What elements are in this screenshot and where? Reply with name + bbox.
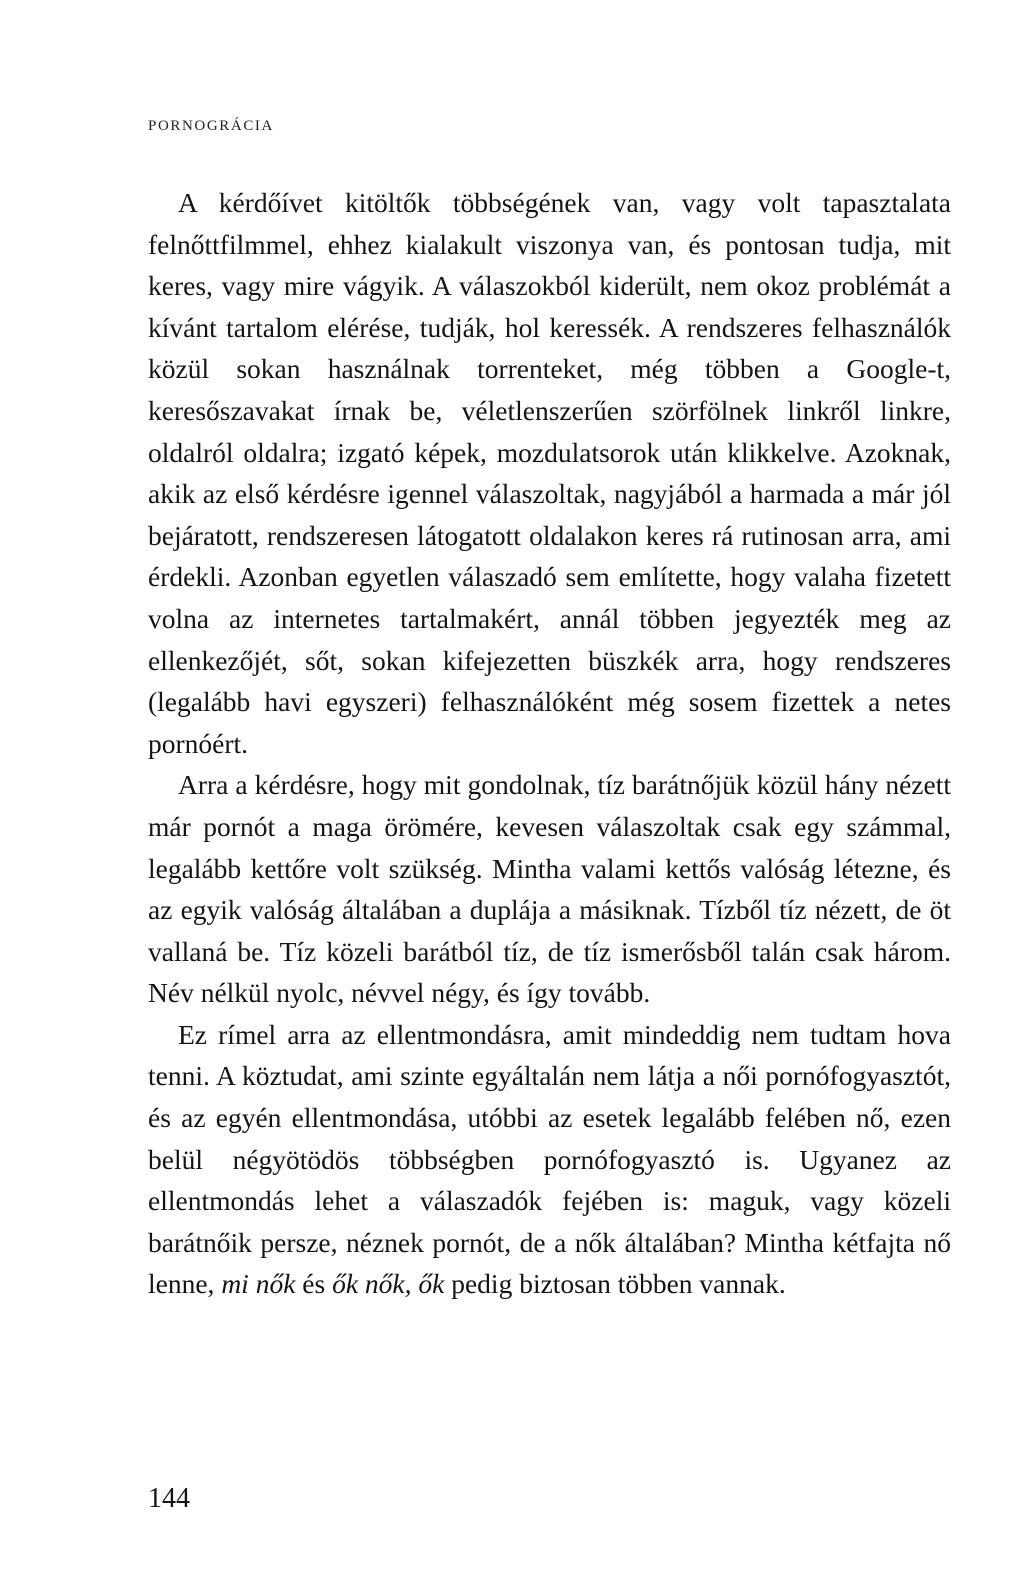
paragraph-1: A kérdőívet kitöltők többségének van, vagy volt tapasztalata felnőttfilmmel, ehhez kialakult viszonya van, és pontosan tudja, mit keres, vagy mire vágyik. A válaszokból kiderült, nem okoz problémát a kívánt tartalom elérése, tudják, hol keressék. A rendszeres felhasználók közül sokan használnak torrenteket, még többen a Google-t, keresőszavakat írnak be, véletlenszerűen szörfölnek linkről linkre, oldalról oldalra; izgató képek, mozdulatsorok után klikkelve. Azoknak, akik az első kérdésre igennel válaszoltak, nagyjából a harmada a már jól bejáratott, rendszeresen látogatott oldalakon keres rá rutinosan arra, ami érdekli. Azonban egyetlen válaszadó sem említette, hogy valaha fizetett volna az internetes tartalmakért, annál többen jegyezték meg az ellenkezőjét, sőt, sokan kifejezetten büszkék arra, hogy rendszeres (legalább havi egyszeri) felhasználóként még sosem fizettek a netes pornóért. [148,187,951,759]
paragraph-3-text-end: pedig biztosan többen vannak. [444,1268,786,1300]
paragraph-3-conjunction: és [295,1268,333,1300]
body-text [148,182,951,1305]
paragraph-3-text-start: Ez rímel arra az ellentmondásra, amit mindeddig nem tudtam hova tenni. A köztudat, ami szinte egyáltalán nem látja a női pornófogyasztót, és az egyén ellentmondása, utóbbi az esetek legalább felében nő, ezen belül négyötödös többségben pornófogyasztó is. Ugyanez az ellentmondás lehet a válaszadók fejében is: maguk, vagy közeli barátnőik persze, néznek pornót, de a nők általában? Mintha kétfajta nő lenne, [148,1018,951,1300]
italic-phrase-ok-nok: ők nők, [332,1268,412,1300]
page-number: 144 [148,1483,190,1514]
running-head: PORNOGRÁCIA [148,118,274,134]
paragraph-3 [148,1014,951,1305]
italic-phrase-mi-nok: mi nők [221,1268,296,1300]
paragraph-2: Arra a kérdésre, hogy mit gondolnak, tíz barátnőjük közül hány nézett már pornót a maga örömére, kevesen válaszoltak csak egy számmal, legalább kettőre volt szükség. Mintha valami kettős valóság létezne, és az egyik valóság általában a duplája a másiknak. Tízből tíz nézett, de öt vallaná be. Tíz közeli barátból tíz, de tíz ismerősből talán csak három. Név nélkül nyolc, névvel négy, és így tovább. [148,769,951,1009]
italic-word-ok: ők [418,1268,445,1300]
